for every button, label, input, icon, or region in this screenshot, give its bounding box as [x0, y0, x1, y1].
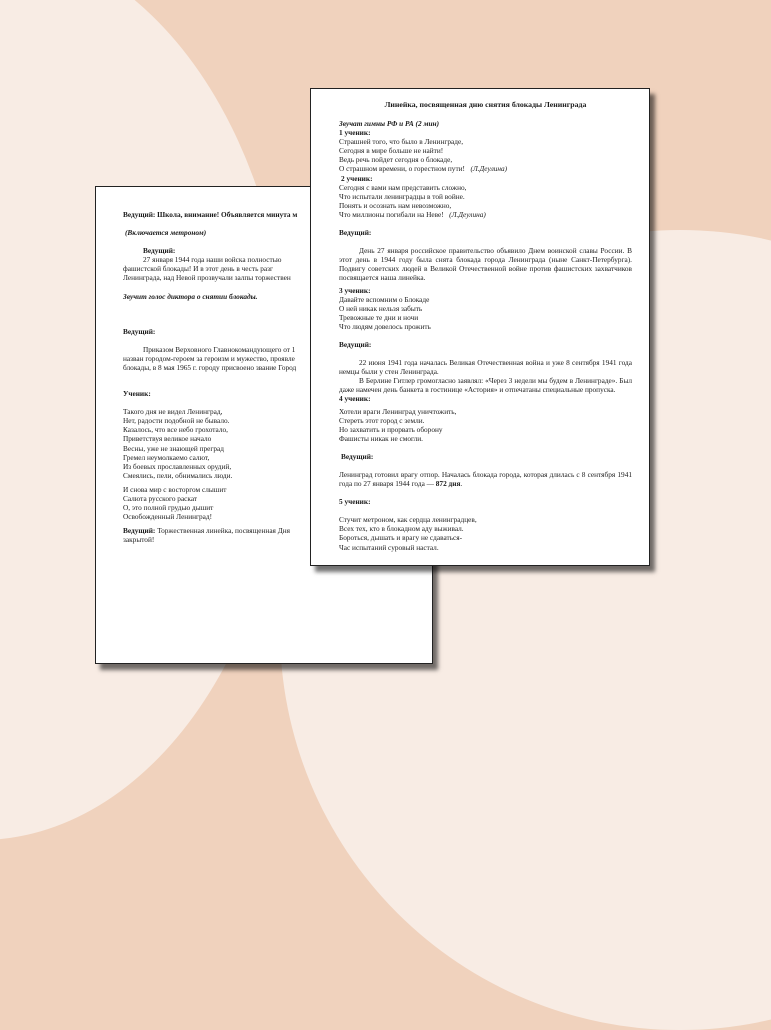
student4-label: 4 ученик:	[339, 394, 371, 404]
poem-line: Что миллионы погибали на Неве!	[339, 209, 444, 219]
poem-line: Стереть этот город с земли.	[339, 415, 425, 425]
header-line: Ведущий: Школа, внимание! Объявляется минута м	[123, 210, 298, 219]
final-text: Торжественная линейка, посвященная Дня	[157, 526, 290, 536]
student3-label: 3 ученик:	[339, 285, 371, 295]
poem-line: Салюта русского раскат	[123, 493, 198, 503]
poem-line: Страшней того, что было в Ленинграде,	[339, 137, 464, 147]
poem-line: Сегодня в мире больше не найти!	[339, 146, 444, 156]
poem-line: Час испытаний суровый настал.	[339, 542, 439, 552]
announcer-note: Звучит голос диктора о снятии блокады.	[123, 291, 258, 301]
final-text-end: закрытой!	[123, 535, 155, 545]
poem-line: О ней никак нельзя забыть	[339, 303, 423, 313]
poem-line: Такого дня не видел Ленинград,	[123, 407, 223, 417]
poem-line: О страшном времени, о горестном пути!	[339, 164, 465, 174]
poem-line: Понять и осознать нам невозможно,	[339, 200, 452, 210]
host1-line: фашистской блокады! И в этот день в честь разг	[123, 264, 274, 274]
poem-line: Казалось, что все небо грохотало,	[123, 425, 228, 435]
host2-line: назван городом-героем за героизм и мужество, проявле	[123, 353, 295, 363]
host2-text: В Берлине Гитлер громогласно заявлял: «Через 3 недели мы будем в Ленинграде». Был даже намечен день банкета в гостинице «Астория» и отпечатаны специальные пропуска.	[339, 376, 632, 395]
poem-line: Нет, радости подобной не бывало.	[123, 416, 230, 426]
days-count: 872 дня	[435, 479, 461, 489]
poem-line: Из боевых прославленных орудий,	[123, 461, 232, 471]
poem-line: Бороться, дышать и врагу не сдаваться-	[339, 533, 463, 543]
poem-line: Что испытали ленинградцы в той войне.	[339, 191, 465, 201]
host1-line: 27 января 1944 года наши войска полностью	[143, 255, 282, 265]
poem-line: Сегодня с вами нам представить сложно,	[339, 182, 467, 192]
host3-text: Ленинград готовил врагу отпор. Началась блокада города, которая длилась с 8 сентября 1941 года по 27 января 1944 года —	[339, 470, 632, 489]
poem-line: Гремел неумолкаемо салют,	[123, 452, 210, 462]
host2-line: Приказом Верховного Главнокомандующего от 1	[143, 344, 296, 354]
student-label: Ученик:	[123, 389, 151, 399]
host2-label: Ведущий:	[339, 339, 372, 349]
student2-label: 2 ученик:	[341, 173, 373, 183]
poem-line: И снова мир с восторгом слышит	[123, 484, 227, 494]
poem-line: Тревожные те дни и ночи	[339, 312, 419, 322]
poem-line: Весны, уже не знающей преград	[123, 443, 224, 453]
host1-label: Ведущий:	[143, 246, 176, 256]
poem-line: Давайте вспомним о Блокаде	[339, 294, 430, 304]
metronome-note: (Включается метроном)	[125, 228, 207, 238]
host2-text: 22 июня 1941 года началась Великая Отечественная война и уже 8 сентября 1941 года немцы были у стен Ленинграда.	[339, 358, 632, 377]
host2-line: блокады, в 8 мая 1965 г. городу присвоено звание Город	[123, 362, 297, 372]
poem-line: О, это полной грудью дышит	[123, 503, 214, 513]
host1-text: День 27 января российское правительство объявило Днем воинской славы России. В этот день в 1944 году была снята блокада города Ленинграда (ныне Санкт-Петербурга). Подвигу советских людей в Великой Отечественной войне против фашистских захватчиков посвящается наша линейка.	[339, 246, 632, 283]
anthems-note: Звучат гимны РФ и РА (2 мин)	[339, 119, 439, 128]
poem-line: Но захватить и прорвать оборону	[339, 424, 443, 434]
student5-label: 5 ученик:	[339, 497, 371, 507]
host1-line: Ленинграда, над Невой прозвучали залпы торжествен	[123, 273, 291, 283]
host2-label: Ведущий:	[123, 326, 156, 336]
host3-label: Ведущий:	[341, 451, 374, 461]
poem-line: Приветствуя великое начало	[123, 434, 212, 444]
author-credit: (Л.Деулина)	[470, 164, 508, 174]
poem-line: Смеялись, пели, обнимались люди.	[123, 470, 233, 480]
final-label: Ведущий:	[123, 526, 156, 536]
host1-label: Ведущий:	[339, 228, 372, 238]
author-credit: (Л.Деулина)	[449, 209, 486, 219]
poem-line: Фашисты никак не смогли.	[339, 433, 423, 443]
poem-line: Освобожденный Ленинград!	[123, 512, 213, 522]
poem-line: Ведь речь пойдет сегодня о блокаде,	[339, 155, 453, 165]
poem-line: Хотели враги Ленинград уничтожить,	[339, 406, 457, 416]
poem-line: Стучит метроном, как сердца ленинградцев,	[339, 515, 477, 525]
poem-line: Всех тех, кто в блокадном аду выживал.	[339, 524, 464, 534]
poem-line: Что людям довелось прожить	[339, 321, 431, 331]
document-title: Линейка, посвященная дню снятия блокады Ленинграда	[384, 100, 587, 109]
page-front-content: Линейка, посвященная дню снятия блокады Ленинграда Звучат гимны РФ и РА (2 мин) 1 ученик: Страшней того, что было в Ленинграде, Сегодня в мире больше не найти! Ведь речь пойдет сегодня о блокаде, О страшном времени, о горестном пути! (Л.Деулина) 2 ученик: Сегодня с вами нам представить сложно, Что испытали ленинградцы в той войне. Понять и осознать нам невозможно, Что миллионы погибали на Неве! (Л.Деулина) Ведущий: День 27 января российское правительство объявило Днем воинской славы России. В этот день в 1944 году была снята блокада города Ленинграда (ныне Санкт-Петербурга). Подвигу советских людей в Великой Отечественной войне против фашистских захватчиков посвящается наша линейка. 3 ученик: Давайте вспомним о Блокаде О ней никак нельзя забыть Тревожные те дни и ночи Что людям довелось прожить Ведущий: 22 июня 1941 года началась Великая Отечественная война и уже 8 сентября 1941 года немцы были у стен Ленинграда. В Берлине Гитлер громогласно заявлял: «Через 3 недели мы будем в Ленинграде». Был даже намечен день банкета в гостинице «Астория» и отпечатаны специальные пропуска. 4 ученик: Хотели враги Ленинград уничтожить, Стереть этот город с земли. Но захватить и прорвать оборону Фашисты никак не смогли. Ведущий: Ленинград готовил врагу отпор. Началась блокада города, которая длилась с 8 сентября 1941 года по 27 января 1944 года — 872 дня. 5 ученик: Стучит метроном, как сердца ленинградцев, Всех тех, кто в блокадном аду выживал. Бороться, дышать и врагу не сдаваться- Час испытаний суровый настал.	[339, 100, 632, 552]
document-page-front	[310, 88, 650, 566]
student1-label: 1 ученик:	[339, 128, 371, 138]
